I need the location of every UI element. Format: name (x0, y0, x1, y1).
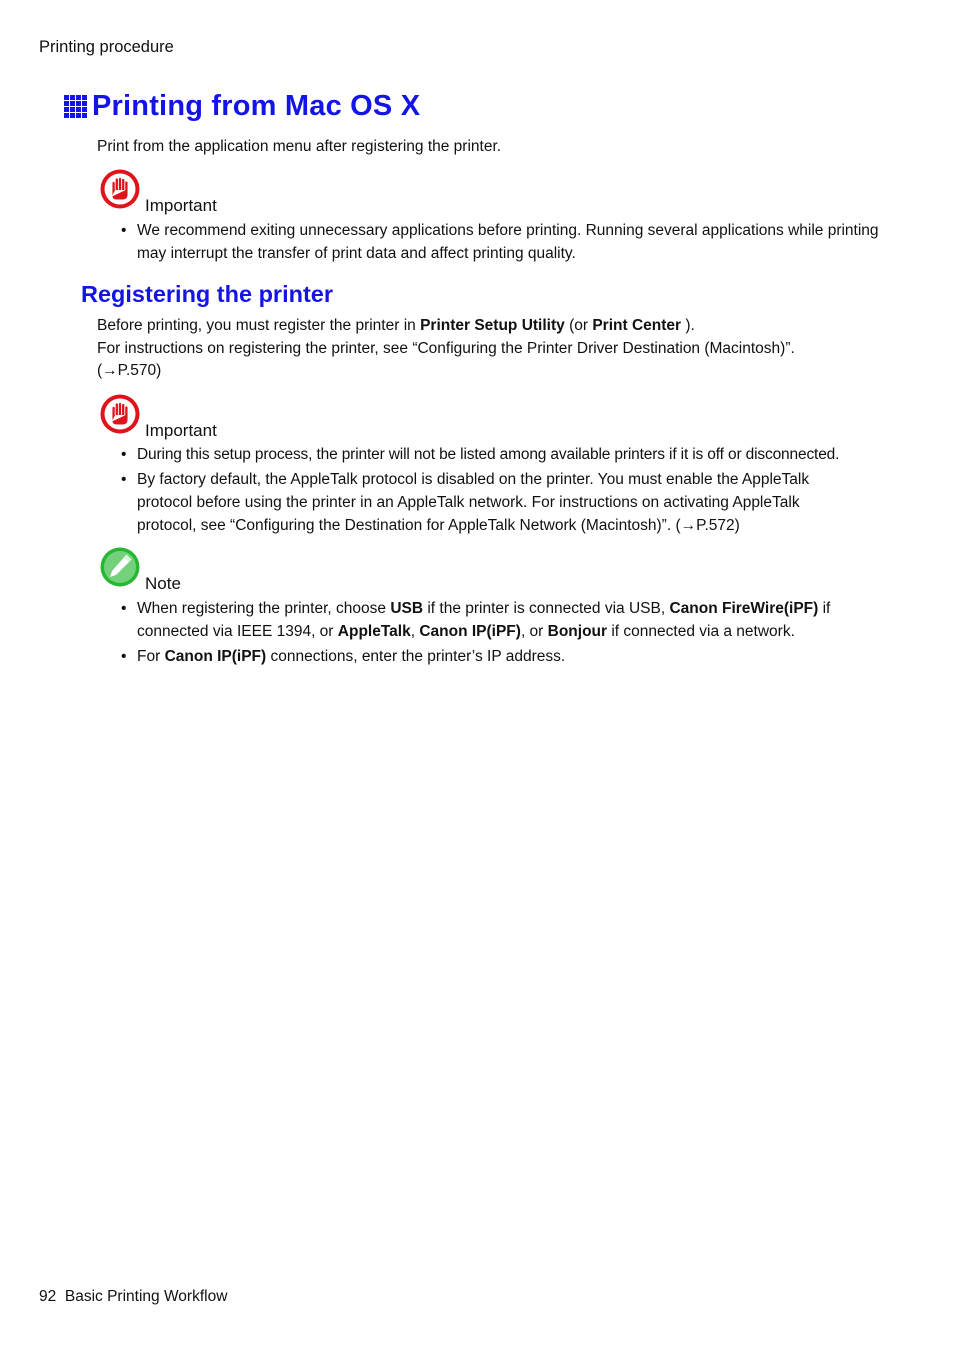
page-title-text: Printing from Mac OS X (92, 89, 421, 122)
section-title: Registering the printer (81, 281, 334, 307)
page-title (64, 88, 420, 124)
list-item: • We recommend exiting unnecessary applications before printing. Running several applications while printing may interrupt the transfer of print data and affect printing quality. (121, 219, 881, 265)
important-label-1: Important (145, 196, 217, 215)
list-item: • For Canon IP(iPF) connections, enter the printer’s IP address. (121, 645, 881, 668)
important-label-2: Important (145, 421, 217, 440)
note-callout (99, 546, 141, 593)
grid-squares-icon (64, 95, 87, 118)
footer-section: Basic Printing Workflow (64, 1288, 228, 1305)
important-callout-2 (99, 393, 141, 440)
page-footer (39, 1287, 227, 1307)
note-label: Note (145, 574, 181, 593)
note-list (121, 597, 881, 670)
running-header: Printing procedure (39, 38, 174, 56)
page-number: 92 (39, 1288, 57, 1305)
page-reference-link[interactable]: (→P.570) (97, 362, 162, 379)
list-item: • By factory default, the AppleTalk protocol is disabled on the printer. You must enable the AppleTalk protocol before using the printer in an AppleTalk network. For instructions on activating AppleTalk protocol, see “Configuring the Destination for AppleTalk Network (Macintosh)”. (→P.572) (121, 468, 849, 537)
pencil-icon (99, 546, 141, 588)
stop-hand-icon (99, 393, 141, 435)
section-paragraph-line-1: Before printing, you must register the printer in Printer Setup Utility (or Print Center ). (97, 317, 695, 334)
section-paragraph-line-2: For instructions on registering the printer, see “Configuring the Printer Driver Destination (Macintosh)”. (97, 340, 795, 357)
stop-hand-icon (99, 168, 141, 210)
important-list-2 (121, 443, 891, 539)
intro-text: Print from the application menu after registering the printer. (97, 138, 502, 155)
list-item: • During this setup process, the printer will not be listed among available printers if it is off or disconnected. (121, 443, 891, 466)
important-list-1 (121, 219, 881, 267)
important-callout-1 (99, 168, 141, 215)
list-item: • When registering the printer, choose USB if the printer is connected via USB, Canon FireWire(iPF) if connected via IEEE 1394, or AppleTalk, Canon IP(iPF), or Bonjour if connected via a network. (121, 597, 863, 643)
